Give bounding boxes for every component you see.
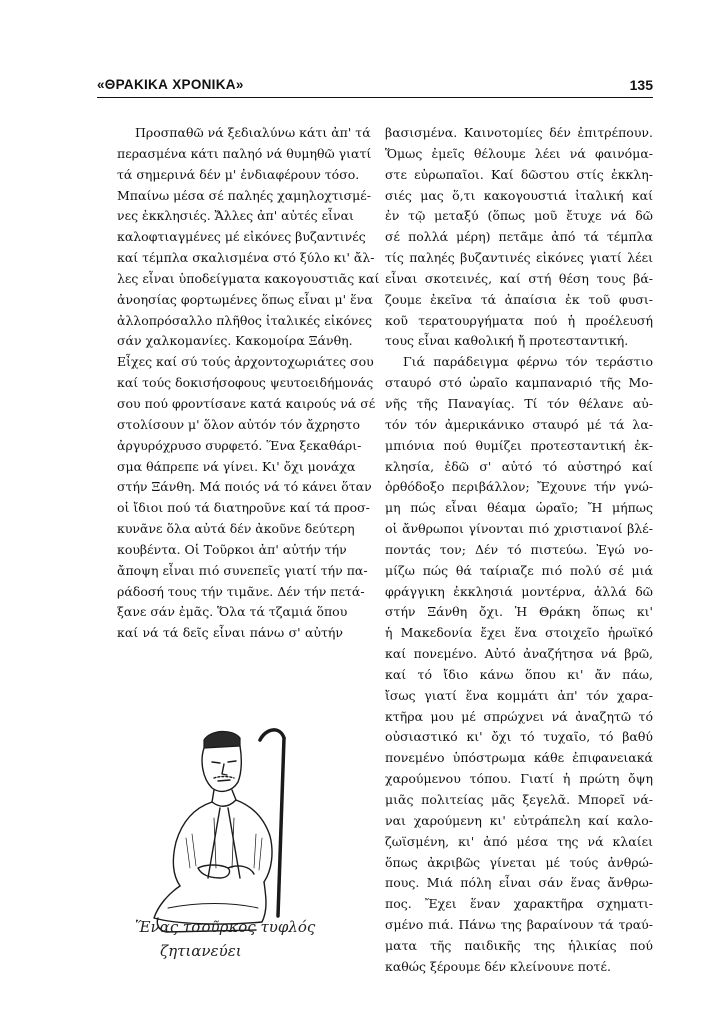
text-line: Εἶχες καί σύ τούς ἀρχοντοχωριάτες σου — [117, 354, 374, 370]
text-line: καλοφτιαγμένες μέ εἰκόνες βυζαντινές — [117, 229, 366, 245]
text-line: τά σημερινά δέν μ' ἐνδιαφέρουν τόσο. — [117, 166, 360, 182]
text-line: τίς παληές βυζαντινές εἰκόνες γιατί λέει — [385, 250, 653, 266]
text-line: ἡ Μακεδονία ἔχει ἕνα στοιχεῖο ἡρωϊκό — [385, 625, 653, 641]
text-line: σέ πολλά μέρη) πετᾶμε ἀπό τά τέμπλα — [385, 229, 653, 245]
text-line: καί νά τά δεῖς εἶναι πάνω σ' αὐτήν — [117, 625, 343, 641]
text-line: ὅπως ἀκριβῶς γίνεται μέ τούς ἀνθρώ- — [385, 854, 653, 870]
text-line: πους. Μιά πόλη εἶναι σάν ἕνας ἄνθρω- — [385, 875, 653, 891]
text-line: σμα θάπρεπε νά γίνει. Κι' ὄχι μονάχα — [117, 458, 356, 474]
text-line: κυνᾶνε ὅλα αὐτά δέν ἀκοῦνε δεύτερη — [117, 521, 355, 537]
text-line: στήν Ξάνθη. Μά ποιός νά τό κάνει ὅταν — [117, 479, 372, 495]
text-line: ζωϊσμένη, κι' ἀπό μέσα της νά κλαίει — [385, 833, 653, 849]
text-line: ναι χαρούμενη κι' εὐτράπελη καί καλο- — [385, 812, 653, 828]
text-line: στήν Ξάνθη ὄχι. Ἡ Θράκη ὅπως κι' — [385, 604, 653, 620]
text-line: ὀρθόδοξο περιβάλλον; Ἔχουνε τήν γνώ- — [385, 479, 653, 495]
text-line: ξανε σάν ἐμᾶς. Ὅλα τά τζαμιά ὅπου — [117, 604, 348, 620]
text-line: εἶναι σκοτεινές, καί στή θέση τους βά- — [385, 270, 653, 286]
text-line: ποντάς τον; Δέν τό πιστεύω. Ἐγώ νο- — [385, 541, 653, 557]
page-number: 135 — [629, 77, 653, 93]
text-line: σάν χαλκομανίες. Κακομοίρα Ξάνθη. — [117, 333, 353, 349]
text-line: στολίσουν μ' ὅλον αὐτόν τόν ἄχρηστο — [117, 416, 360, 432]
text-line: Ὅμως ἐμεῖς θέλουμε λέει νά φαινόμα- — [385, 145, 653, 161]
text-line: καί τέμπλα σκαλισμένα στό ξύλο κι' ἄλ- — [117, 250, 375, 266]
text-line: Μπαίνω μέσα σέ παληές χαμηλοχτισμέ- — [117, 187, 371, 203]
text-line: κτῆρα μου μέ σπρώχνει νά ἀναζητῶ τό — [385, 708, 653, 724]
text-line: ζουμε ἐκεῖνα τά ἀπαίσια ἐκ τοῦ φυσι- — [385, 291, 653, 307]
text-line: νες ἐκκλησιές. Ἄλλες ἀπ' αὐτές εἶναι — [117, 208, 354, 224]
text-line: ἀργυρόχρυσο συρφετό. Ἕνα ξεκαθάρι- — [117, 437, 362, 453]
text-line: χαρούμενου τόπου. Γιατί ἡ πρώτη ὄψη — [385, 771, 653, 787]
text-line: φράγγικη ἐκκλησιά μοντέρνα, ἀλλά δῶ — [385, 583, 653, 599]
text-line: στε εὐρωπαῖοι. Καί δῶστου στίς ἐκκλη- — [385, 166, 653, 182]
text-line: πος. Ἔχει ἕναν χαρακτῆρα σχηματι- — [385, 896, 653, 912]
right-text-column — [385, 123, 653, 978]
text-line: οὐσιαστικό κι' ὄχι τό τυχαῖο, τό βαθύ — [385, 729, 653, 745]
text-line: νῆς τῆς Παναγίας. Τί τόν θέλανε αὐ- — [385, 395, 653, 411]
text-line: τους εἶναι καθολική ἤ προτεσταντική. — [385, 333, 629, 349]
text-line: Προσπαθῶ νά ξεδιαλύνω κάτι ἀπ' τά — [135, 125, 371, 140]
text-line: λες εἶναι ὑποδείγματα κακογουστιᾶς καί — [117, 270, 380, 286]
text-line: Γιά παράδειγμα φέρνω τόν τεράστιο — [403, 354, 653, 370]
text-line: οἱ ἴδιοι πού τά διατηροῦνε καί τά προσ- — [117, 500, 370, 516]
journal-title: «ΘΡΑΚΙΚΑ ΧΡΟΝΙΚΑ» — [97, 77, 244, 92]
text-line: μπιόνια πού θυμίζει προτεσταντική ἐκ- — [385, 437, 653, 453]
text-line: σμένο πιά. Πάνω της βαραίνουν τά τραύ- — [385, 917, 653, 933]
text-line: ἀλλοπρόσαλλο πλῆθος ἰταλικές εἰκόνες — [117, 312, 373, 328]
text-line: ἀνοησίας φορτωμένες ὅπως εἶναι μ' ἕνα — [117, 291, 373, 307]
left-text-column — [117, 123, 380, 644]
text-line: κλησία, ἐδῶ σ' αὐτό τό αὐστηρό καί — [385, 458, 653, 474]
text-line: καί τούς δοκισήσοφους ψευτοειδήμονάς — [117, 375, 374, 391]
text-line: πονεμένο ὑπόστρωμα κάθε ἐπιφανειακά — [385, 750, 653, 766]
text-line: σου πού φροντίσανε κατά καιρούς νά σέ — [117, 395, 376, 411]
text-line: οἱ ἄνθρωποι γίνονται πιό χριστιανοί βλέ- — [385, 521, 653, 537]
text-line: σταυρό στό ὡραῖο καμπαναριό τῆς Μο- — [385, 375, 653, 391]
running-head — [97, 77, 653, 98]
figure-caption-continuation: ζητιανεύει — [160, 942, 242, 960]
blind-beggar-sketch-icon — [128, 718, 328, 978]
text-line: καθώς ξέρουμε δέν κλείνουνε ποτέ. — [385, 958, 611, 974]
text-line: κοῦ τερατουργήματα πού ἡ προέλευσή — [385, 312, 653, 328]
figure-caption: Ἕνας τσοῦρκος τυφλός — [135, 918, 316, 936]
text-line: μη πώς εἶναι θέαμα ὡραῖο; Ἤ μήπως — [385, 500, 653, 516]
text-line: καί τό ἴδιο κάνω ὅπου κι' ἄν πάω, — [385, 666, 653, 682]
text-line: ματα τῆς παιδικῆς της ἡλικίας πού — [385, 937, 653, 953]
text-line: ἄποψη εἶναι πιό συνεπεῖς γιατί τήν πα- — [117, 562, 368, 578]
text-line: καί πονεμένο. Αὐτό ἀναζήτησα νά βρῶ, — [385, 646, 653, 662]
text-line: μιᾶς πολιτείας μᾶς ξεγελᾶ. Μπορεῖ νά- — [385, 792, 653, 807]
text-line: ἐν τῷ μεταξύ (ὅπως μοῦ ἔτυχε νά δῶ — [385, 208, 653, 224]
text-line: κουβέντα. Οἱ Τοῦρκοι ἀπ' αὐτήν τήν — [117, 541, 347, 557]
text-line: μίζω πώς θά ταίριαζε πιό πολύ σέ μιά — [385, 562, 653, 578]
text-line: τόν τόν ἀμερικάνικο σταυρό μέ τά λα- — [385, 416, 653, 432]
text-line: περασμένα κάτι παληό νά θυμηθῶ γιατί — [117, 145, 372, 161]
text-line: σιές μας ὅ,τι κακογουστιά ἰταλική καί — [385, 187, 653, 203]
text-line: ράδοσή τους τήν τιμᾶνε. Δέν τήν πετά- — [117, 583, 365, 599]
text-line: βασισμένα. Καινοτομίες δέν ἐπιτρέπουν. — [385, 125, 653, 140]
text-line: ἴσως γιατί ἕνα κομμάτι ἀπ' τόν χαρα- — [385, 687, 653, 703]
